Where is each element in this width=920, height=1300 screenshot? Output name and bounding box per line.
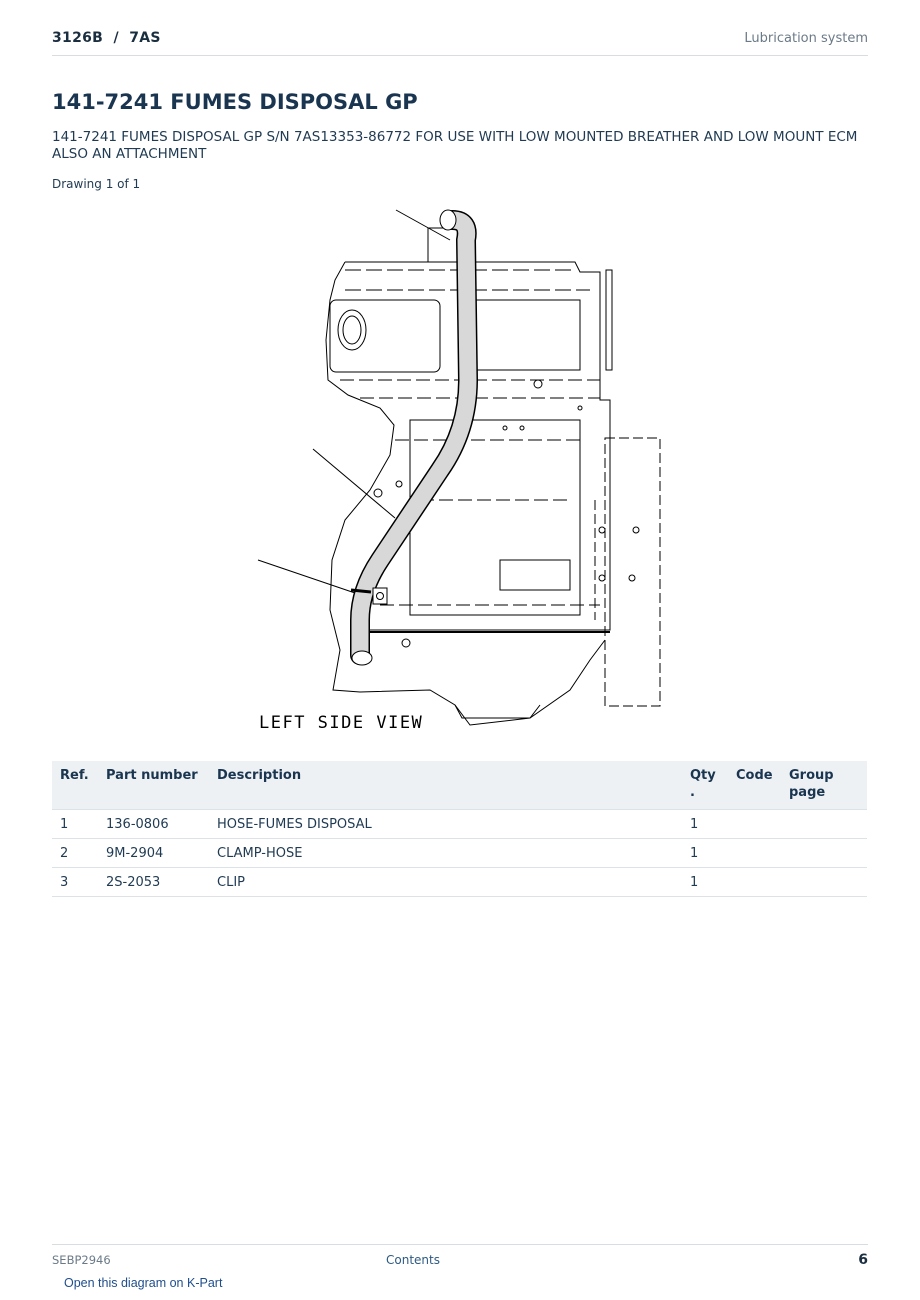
header-divider bbox=[52, 55, 868, 56]
table-row bbox=[52, 868, 867, 897]
cell-group-page bbox=[781, 868, 867, 897]
header-model: 3126B / 7AS bbox=[52, 30, 161, 46]
parts-table bbox=[52, 761, 867, 897]
table-row bbox=[52, 810, 867, 839]
table-header-row bbox=[52, 761, 867, 810]
leader-line-2 bbox=[313, 449, 395, 518]
cell-code bbox=[728, 839, 781, 868]
cell-ref: 2 bbox=[52, 839, 98, 868]
cell-code bbox=[728, 868, 781, 897]
leader-line-3 bbox=[258, 560, 355, 593]
cell-group-page bbox=[781, 810, 867, 839]
cell-ref: 1 bbox=[52, 810, 98, 839]
open-kpart-link[interactable]: Open this diagram on K-Part bbox=[64, 1276, 223, 1290]
engine-block-outline bbox=[326, 228, 660, 725]
col-header-description: Description bbox=[209, 761, 682, 810]
col-header-part-number: Part number bbox=[98, 761, 209, 810]
col-header-group-page: Group page bbox=[781, 761, 867, 810]
cell-qty: 1 bbox=[682, 839, 728, 868]
page-subtitle: 141-7241 FUMES DISPOSAL GP S/N 7AS13353-86772 FOR USE WITH LOW MOUNTED BREATHER AND LOW MOUNT ECM ALSO AN ATTACHMENT bbox=[52, 129, 858, 162]
contents-link[interactable]: Contents bbox=[386, 1253, 440, 1267]
col-header-qty: Qty . bbox=[682, 761, 728, 810]
cell-ref: 3 bbox=[52, 868, 98, 897]
footer-divider bbox=[52, 1244, 868, 1245]
table-row bbox=[52, 839, 867, 868]
cell-description: CLAMP-HOSE bbox=[209, 839, 682, 868]
view-label: LEFT SIDE VIEW bbox=[259, 713, 424, 733]
drawing-count: Drawing 1 of 1 bbox=[52, 177, 141, 191]
cell-description: CLIP bbox=[209, 868, 682, 897]
hose-clamp bbox=[351, 590, 371, 592]
cell-part-number: 9M-2904 bbox=[98, 839, 209, 868]
hose-clip bbox=[373, 588, 387, 604]
page-title: 141-7241 FUMES DISPOSAL GP bbox=[52, 90, 418, 114]
cell-part-number: 136-0806 bbox=[98, 810, 209, 839]
cell-qty: 1 bbox=[682, 810, 728, 839]
footer-doc-id: SEBP2946 bbox=[52, 1253, 111, 1267]
cell-code bbox=[728, 810, 781, 839]
cell-group-page bbox=[781, 839, 867, 868]
col-header-ref: Ref. bbox=[52, 761, 98, 810]
engine-diagram bbox=[250, 200, 680, 745]
cell-part-number: 2S-2053 bbox=[98, 868, 209, 897]
page-number: 6 bbox=[858, 1252, 868, 1268]
header-section: Lubrication system bbox=[744, 31, 868, 46]
cell-description: HOSE-FUMES DISPOSAL bbox=[209, 810, 682, 839]
cell-qty: 1 bbox=[682, 868, 728, 897]
col-header-code: Code bbox=[728, 761, 781, 810]
